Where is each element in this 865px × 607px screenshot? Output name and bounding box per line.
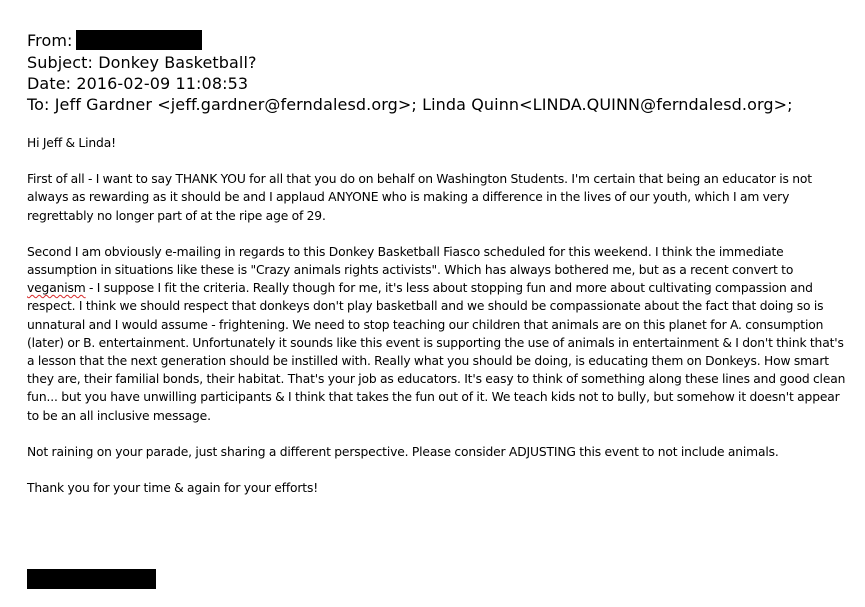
spellcheck-flagged-word: veganism [27, 281, 86, 296]
subject-line: Subject: Donkey Basketball? [27, 52, 257, 72]
email-body [27, 134, 847, 515]
redacted-signature [27, 569, 156, 589]
to-line: To: Jeff Gardner <jeff.gardner@ferndalesd.org>; Linda Quinn<LINDA.QUINN@ferndalesd.org>; [27, 94, 793, 114]
paragraph-donkey-basketball [27, 243, 847, 425]
closing-line: Thank you for your time & again for your efforts! [27, 481, 319, 496]
redacted-sender-name [76, 30, 202, 50]
from-label: From: [27, 31, 73, 50]
paragraph-thank-you: First of all - I want to say THANK YOU for all that you do on behalf on Washington Students. I'm certain that being an educator is not always as rewarding as it should be and I applaud ANYONE who is making a difference in the lives of our youth, which I am very regrettably no longer part of at the ripe age of 29. [27, 172, 812, 223]
from-line [27, 30, 793, 52]
paragraph-text-before: Second I am obviously e-mailing in regards to this Donkey Basketball Fiasco scheduled for this weekend. I think the immediate assumption in situations like these is "Crazy animals rights activists". Which has always bothered me, but as a recent convert to [27, 244, 794, 278]
paragraph-request: Not raining on your parade, just sharing a different perspective. Please consider ADJUSTING this event to not include animals. [27, 444, 779, 459]
date-line: Date: 2016-02-09 11:08:53 [27, 73, 249, 93]
paragraph-text-after: - I suppose I fit the criteria. Really though for me, it's less about stopping fun and more about cultivating compassion and respect. I think we should respect that donkeys don't play basketball and we should be compassionate about the fact that doing so is unnatural and I would assume - frightening. We need to stop teaching our children that animals are on this planet for A. consumption (later) or B. entertainment. Unfortunately it sounds like this event is supporting the use of animals in entertainment & I don't think that's a lesson that the next generation should be instilled with. Really what you should be doing, is educating them on Donkeys. How smart they are, their familial bonds, their habitat. That's your job as educators. It's easy to think of something along these lines and good clean fun... but you have unwilling participants & I think that takes the fun out of it. We teach kids not to bully, but somehow it doesn't appear to be an all inclusive message. [27, 281, 846, 423]
email-header [27, 30, 793, 115]
greeting: Hi Jeff & Linda! [27, 136, 116, 150]
